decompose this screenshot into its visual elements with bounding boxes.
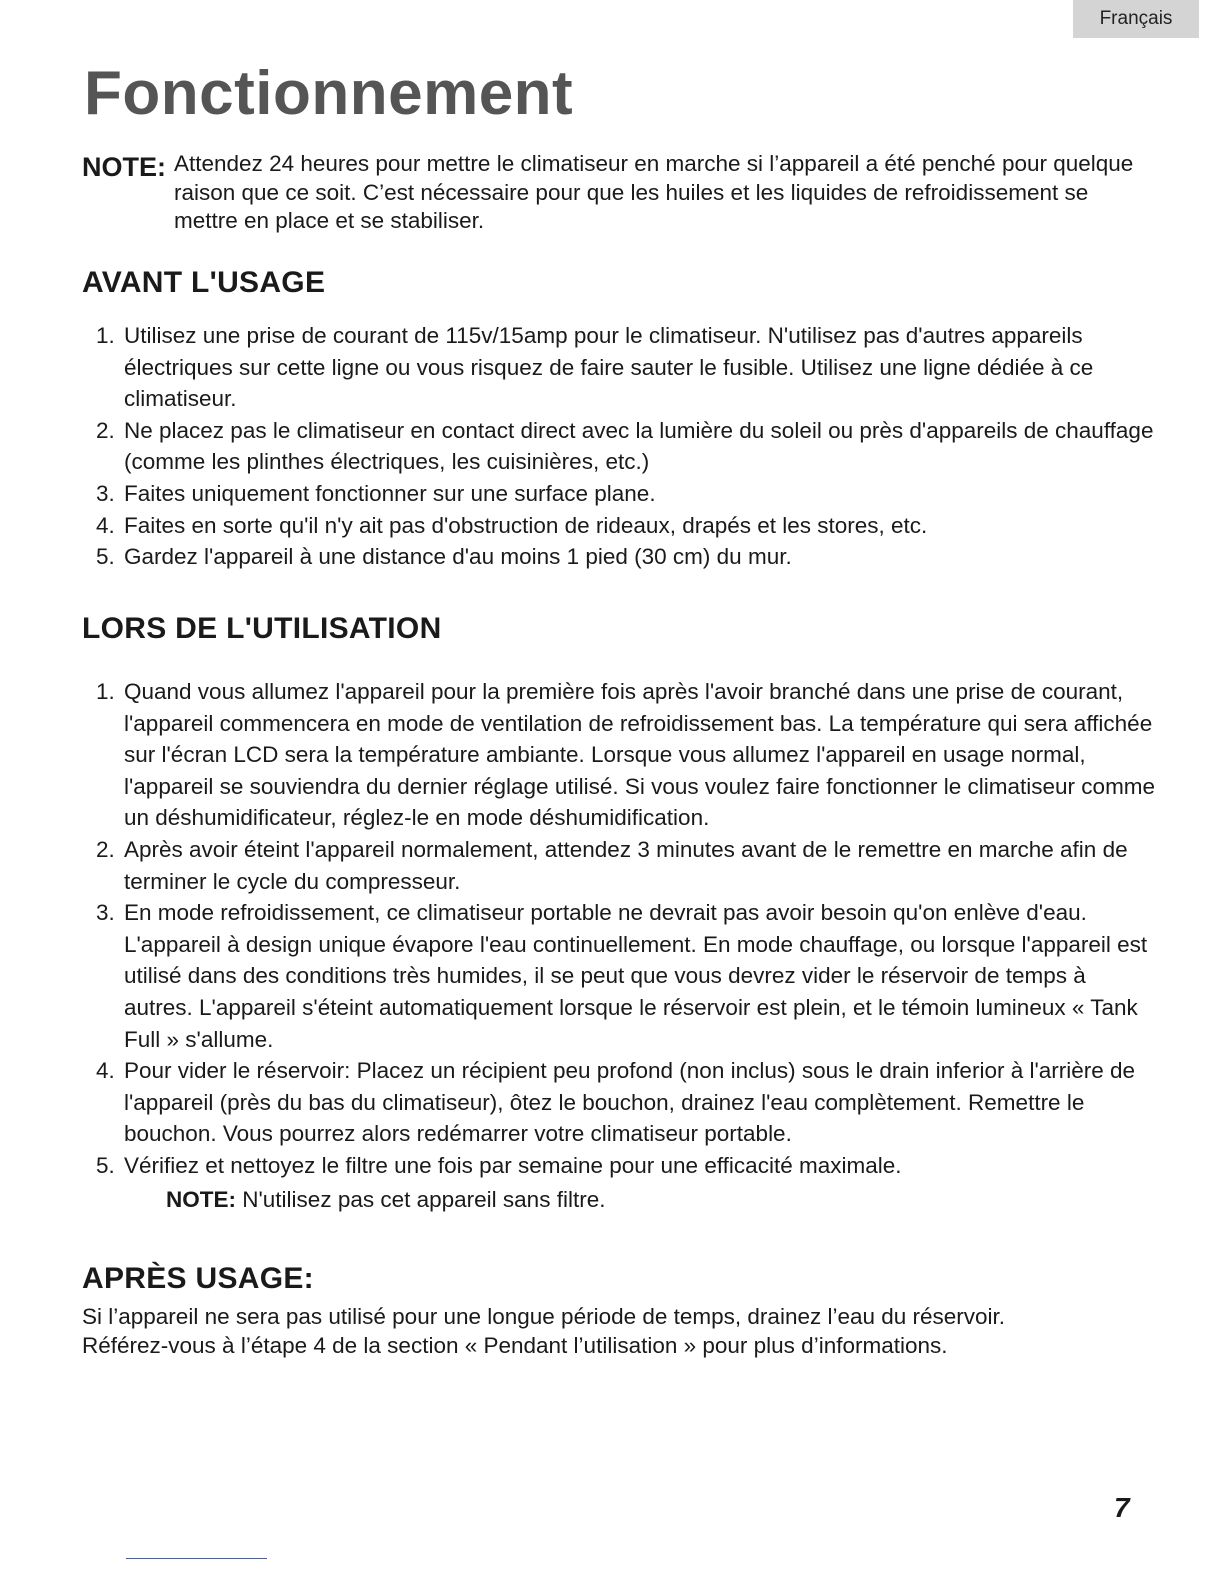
- item-number: 4.: [96, 512, 115, 538]
- list-item: [96, 1150, 1156, 1215]
- list-item: [96, 541, 1156, 573]
- filter-note: [166, 1184, 1156, 1216]
- item-number: 2.: [96, 836, 115, 862]
- lors-utilisation-heading: LORS DE L'UTILISATION: [82, 612, 442, 645]
- filter-note-label: NOTE:: [166, 1186, 236, 1212]
- item-text: Quand vous allumez l'appareil pour la première fois après l'avoir branché dans une prise de courant, l'appareil commencera en mode de ventilation de refroidissement bas. La température qui sera affichée sur l'écran LCD sera la température ambiante. Lorsque vous allumez l'appareil en usage normal, l'appareil se souviendra du dernier réglage utilisé. Si vous voulez faire fonctionner le climatiseur comme un déshumidificateur, réglez-le en mode déshumidification.: [124, 679, 1156, 831]
- item-number: 4.: [96, 1058, 115, 1084]
- note-label: NOTE:: [82, 152, 166, 182]
- page-number: 7: [1114, 1492, 1130, 1523]
- item-text: Pour vider le réservoir: Placez un récipient peu profond (non inclus) sous le drain inferior à l'arrière de l'appareil (près du bas du climatiseur), ôtez le bouchon, drainez l'eau complètement. Remettre le bouchon. Vous pourrez alors redémarrer votre climatiseur portable.: [124, 1058, 1136, 1147]
- list-item: [96, 510, 1156, 542]
- item-number: 3.: [96, 480, 115, 506]
- note-text: Attendez 24 heures pour mettre le climatiseur en marche si l’appareil a été penché pour quelque raison que ce soit. C’est nécessaire pour que les huiles et les liquides de refroidissement se mettre en place et se stabiliser.: [174, 151, 1134, 233]
- list-item: [96, 897, 1156, 1055]
- item-number: 5.: [96, 1152, 115, 1178]
- list-item: [96, 415, 1156, 478]
- list-item: [96, 676, 1156, 834]
- apres-line-1: Si l’appareil ne sera pas utilisé pour une longue période de temps, drainez l’eau du réservoir.: [82, 1304, 1006, 1329]
- apres-line-2: Référez-vous à l’étape 4 de la section « Pendant l’utilisation » pour plus d’informations.: [82, 1332, 948, 1358]
- item-text: Faites en sorte qu'il n'y ait pas d'obstruction de rideaux, drapés et les stores, etc.: [124, 512, 928, 538]
- note-block: [82, 150, 1142, 236]
- item-number: 3.: [96, 900, 115, 926]
- item-text: En mode refroidissement, ce climatiseur portable ne devrait pas avoir besoin qu'on enlève d'eau. L'appareil à design unique évapore l'eau continuellement. En mode chauffage, ou lorsque l'appareil est utilisé dans des conditions très humides, il se peut que vous devrez vider le réservoir de temps à autres. L'appareil s'éteint automatiquement lorsque le réservoir est plein, et le témoin lumineux « Tank Full » s'allume.: [124, 900, 1148, 1052]
- list-item: [96, 320, 1156, 415]
- page-title: Fonctionnement: [84, 59, 574, 128]
- list-item: [96, 834, 1156, 897]
- list-item: [96, 478, 1156, 510]
- item-number: 1.: [96, 679, 115, 704]
- item-text: Vérifiez et nettoyez le filtre une fois par semaine pour une efficacité maximale.: [124, 1152, 902, 1178]
- item-text: Gardez l'appareil à une distance d'au moins 1 pied (30 cm) du mur.: [124, 544, 792, 570]
- avant-usage-list: [96, 320, 1156, 573]
- item-number: 1.: [96, 323, 115, 348]
- avant-usage-heading: AVANT L'USAGE: [82, 266, 326, 299]
- footer-divider: [126, 1558, 267, 1559]
- item-number: 5.: [96, 544, 115, 570]
- item-text: Après avoir éteint l'appareil normalement, attendez 3 minutes avant de le remettre en marche afin de terminer le cycle du compresseur.: [124, 836, 1128, 894]
- language-tab: Français: [1073, 0, 1199, 38]
- lors-utilisation-list: [96, 676, 1156, 1215]
- item-text: Ne placez pas le climatiseur en contact direct avec la lumière du soleil ou près d'appareils de chauffage (comme les plinthes électriques, les cuisinières, etc.): [124, 417, 1154, 475]
- item-text: Utilisez une prise de courant de 115v/15amp pour le climatiseur. N'utilisez pas d'autres appareils électriques sur cette ligne ou vous risquez de faire sauter le fusible. Utilisez une ligne dédiée à ce climatiseur.: [124, 323, 1094, 412]
- item-text: Faites uniquement fonctionner sur une surface plane.: [124, 480, 656, 506]
- filter-note-text: N'utilisez pas cet appareil sans filtre.: [236, 1186, 606, 1212]
- item-number: 2.: [96, 417, 115, 443]
- apres-usage-text: [82, 1303, 1162, 1360]
- apres-usage-heading: APRÈS USAGE:: [82, 1262, 314, 1295]
- list-item: [96, 1055, 1156, 1150]
